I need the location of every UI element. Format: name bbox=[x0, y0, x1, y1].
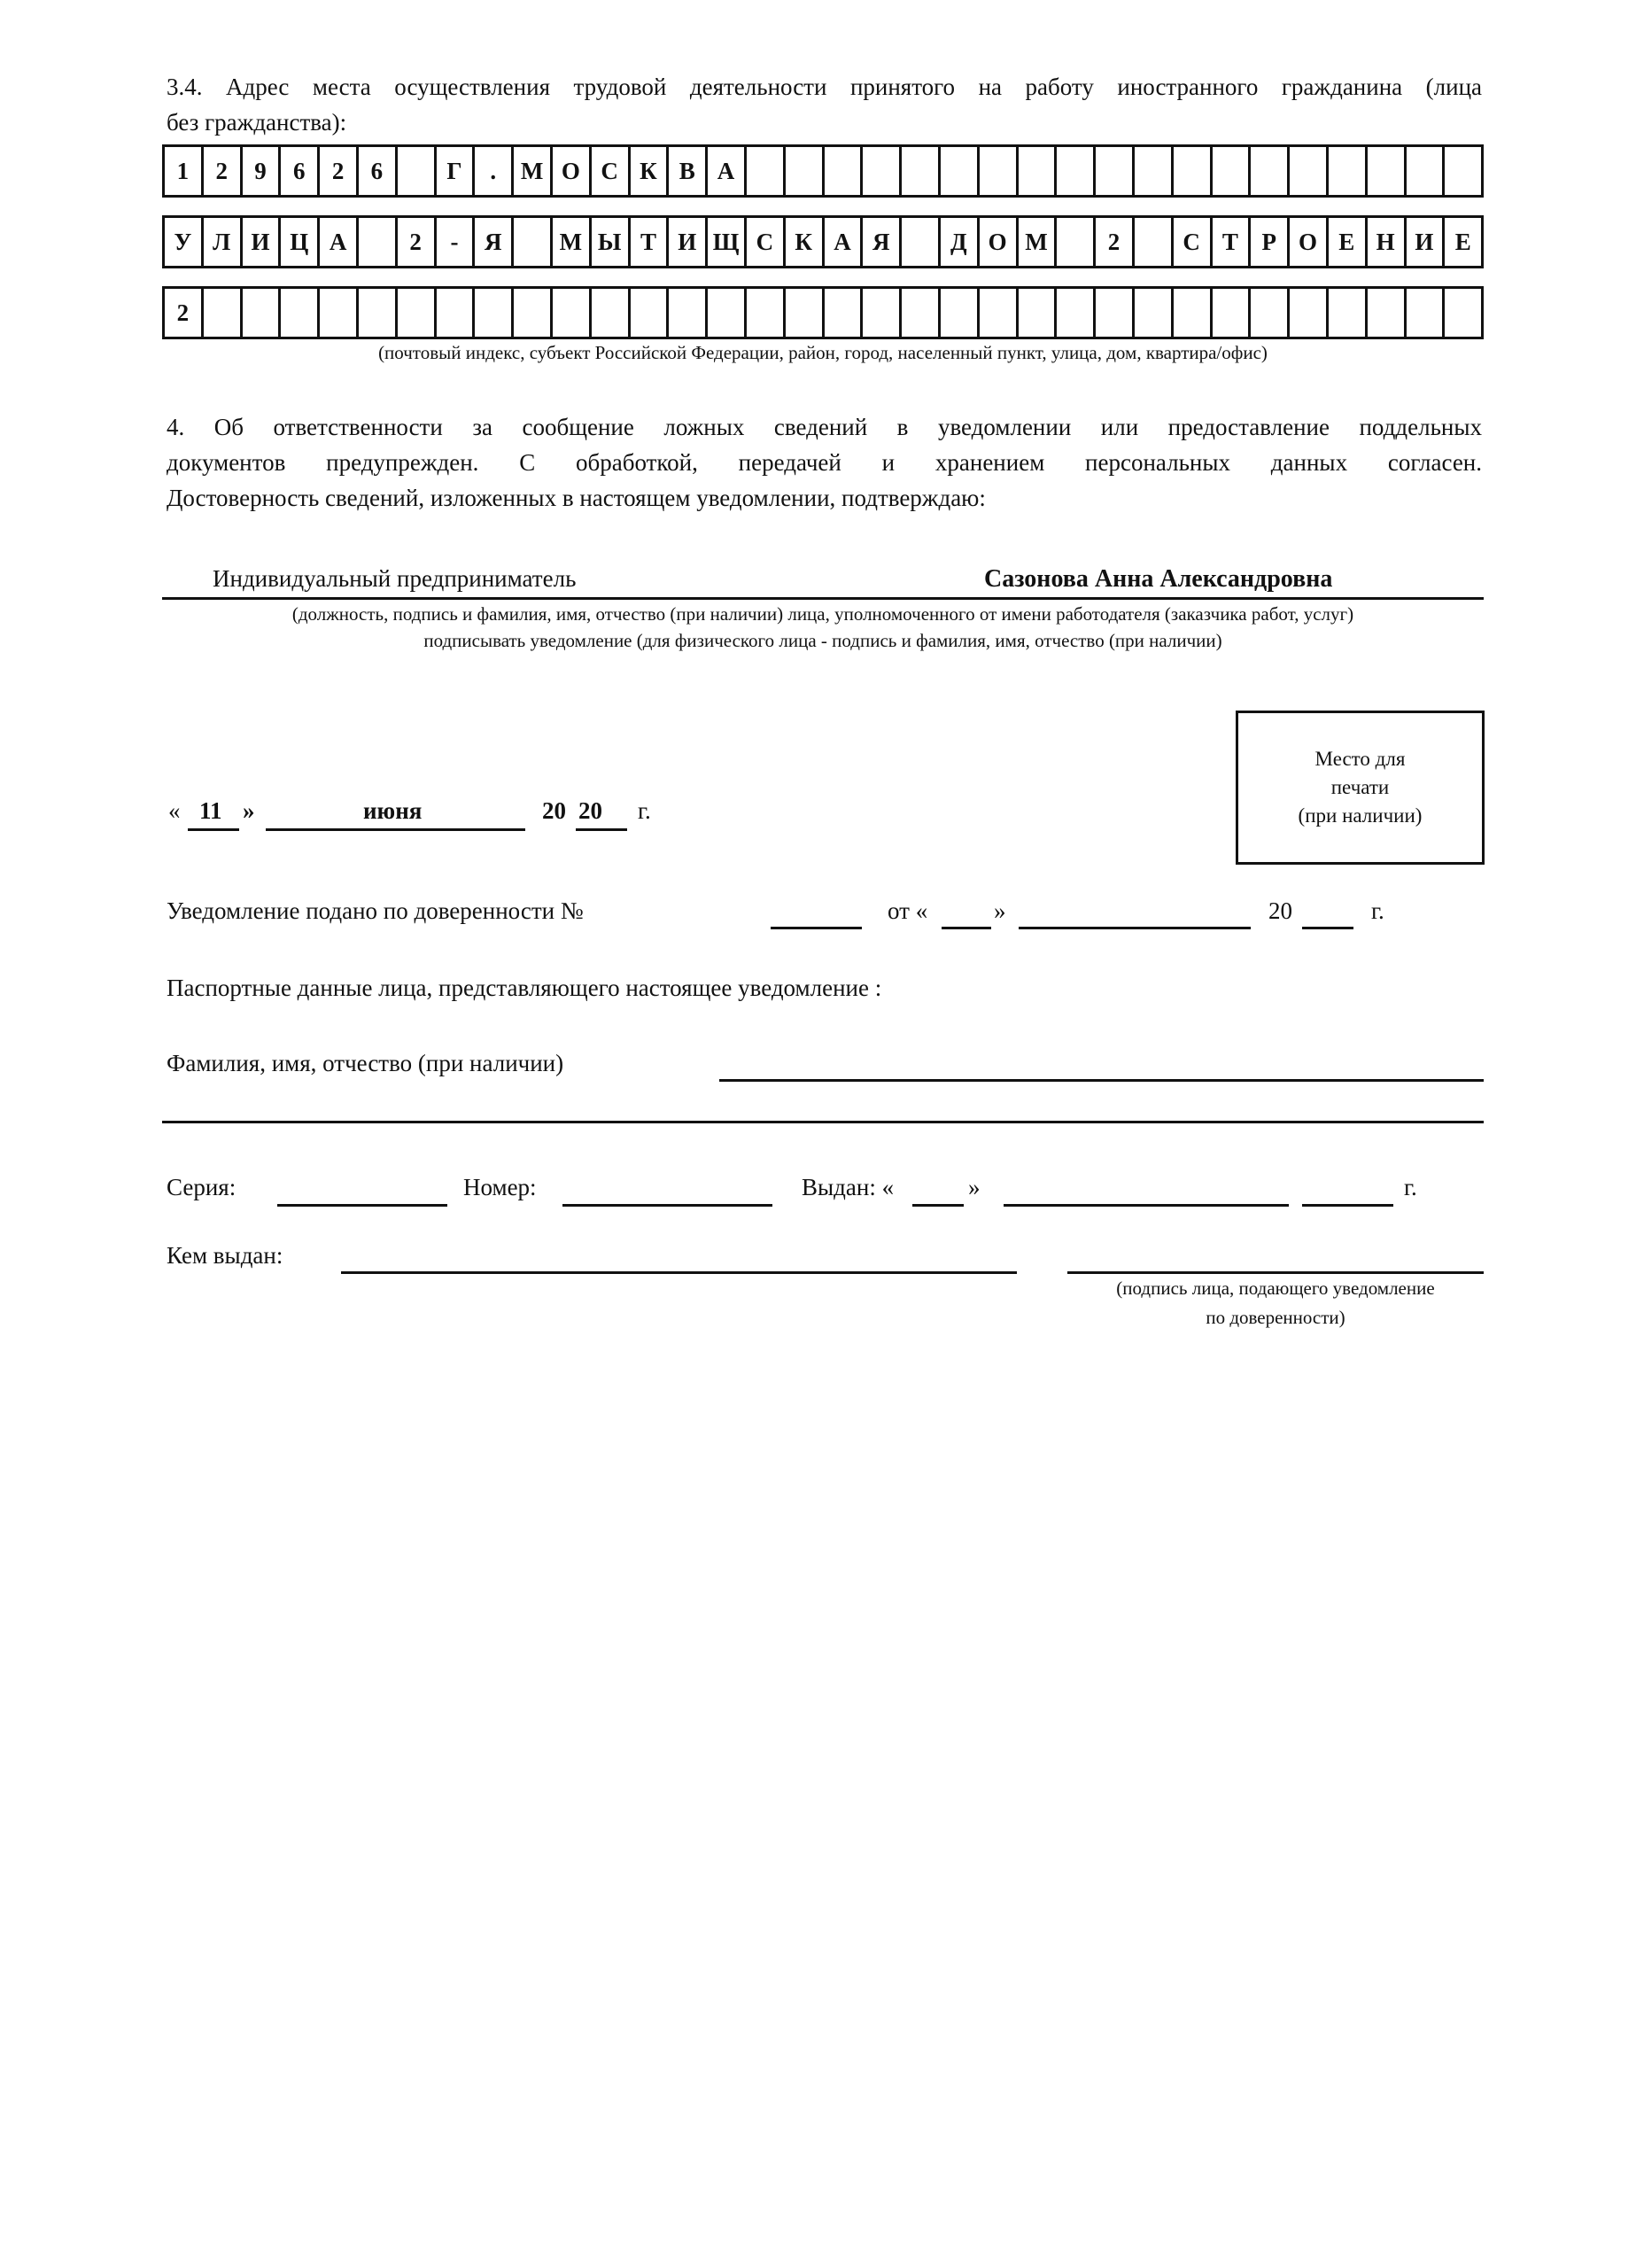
address-cell: О bbox=[553, 147, 592, 195]
proxy-number-line bbox=[771, 927, 862, 929]
address-cell bbox=[747, 147, 786, 195]
address-cell: Е bbox=[1445, 218, 1484, 266]
address-cell bbox=[941, 147, 980, 195]
address-cell bbox=[398, 147, 437, 195]
passport-issued-by-line bbox=[341, 1271, 1017, 1274]
address-cell: И bbox=[243, 218, 282, 266]
address-cell bbox=[1407, 147, 1446, 195]
proxy-suffix: г. bbox=[1371, 897, 1384, 924]
address-cell bbox=[475, 289, 514, 337]
address-cell bbox=[1329, 289, 1368, 337]
address-cell bbox=[204, 289, 243, 337]
address-cell bbox=[1174, 289, 1213, 337]
address-cell: 9 bbox=[243, 147, 282, 195]
address-cell: Т bbox=[631, 218, 670, 266]
address-cell bbox=[553, 289, 592, 337]
address-cell bbox=[631, 289, 670, 337]
address-cell: Р bbox=[1251, 218, 1290, 266]
signatory-line bbox=[162, 597, 1484, 600]
address-cell: 1 bbox=[165, 147, 204, 195]
signatory-caption bbox=[162, 601, 1484, 654]
address-cell: Я bbox=[475, 218, 514, 266]
address-cell bbox=[1445, 289, 1484, 337]
signatory-caption-line2: подписывать уведомление (для физического лица - подпись и фамилия, имя, отчество (при наличии) bbox=[423, 630, 1222, 651]
address-cell: Т bbox=[1213, 218, 1252, 266]
address-cell: 6 bbox=[281, 147, 320, 195]
proxy-from: от « bbox=[888, 897, 928, 924]
address-cell: 6 bbox=[359, 147, 398, 195]
section-3-4-title bbox=[167, 69, 1482, 140]
address-cell bbox=[1290, 147, 1329, 195]
address-cell: У bbox=[165, 218, 204, 266]
address-cell: . bbox=[475, 147, 514, 195]
address-cell: С bbox=[1174, 218, 1213, 266]
address-cell: К bbox=[631, 147, 670, 195]
address-cell: А bbox=[320, 218, 359, 266]
address-cell bbox=[1019, 289, 1058, 337]
address-cell bbox=[514, 218, 553, 266]
address-grid-row-2 bbox=[162, 215, 1484, 268]
address-cell bbox=[786, 289, 825, 337]
passport-series-line bbox=[277, 1204, 447, 1207]
address-cell bbox=[747, 289, 786, 337]
date-open-quote: « bbox=[168, 797, 181, 824]
address-cell bbox=[1135, 147, 1174, 195]
address-cell bbox=[1251, 147, 1290, 195]
address-cell bbox=[1368, 289, 1407, 337]
section-4-line2: документов предупрежден. С обработкой, передачей и хранением персональных данных согласен. bbox=[167, 449, 1482, 476]
signatory-position: Индивидуальный предприниматель bbox=[213, 565, 577, 592]
address-cell bbox=[708, 289, 747, 337]
date-month-line bbox=[266, 828, 525, 831]
date-day-line bbox=[188, 828, 239, 831]
address-cell: К bbox=[786, 218, 825, 266]
section-4-line3: Достоверность сведений, изложенных в настоящем уведомлении, подтверждаю: bbox=[167, 485, 986, 511]
passport-fio-line-2 bbox=[162, 1121, 1484, 1123]
address-cell bbox=[1135, 218, 1174, 266]
address-cell bbox=[592, 289, 631, 337]
address-cell bbox=[359, 218, 398, 266]
address-cell bbox=[281, 289, 320, 337]
address-cell bbox=[1213, 147, 1252, 195]
address-cell bbox=[980, 289, 1019, 337]
date-year: 20 bbox=[578, 797, 602, 824]
date-month: июня bbox=[363, 797, 423, 824]
address-cell: Н bbox=[1368, 218, 1407, 266]
stamp-line3: (при наличии) bbox=[1298, 804, 1423, 827]
stamp-line2: печати bbox=[1330, 776, 1390, 798]
proxy-signature-caption-line2: по доверенности) bbox=[1206, 1307, 1345, 1328]
address-cell: А bbox=[825, 218, 864, 266]
address-cell: М bbox=[1019, 218, 1058, 266]
address-cell: И bbox=[669, 218, 708, 266]
passport-fio-label: Фамилия, имя, отчество (при наличии) bbox=[167, 1050, 564, 1076]
address-cell: И bbox=[1407, 218, 1446, 266]
proxy-month-line bbox=[1019, 927, 1251, 929]
address-cell bbox=[669, 289, 708, 337]
passport-series-label: Серия: bbox=[167, 1174, 237, 1200]
address-cell: Ы bbox=[592, 218, 631, 266]
passport-heading: Паспортные данные лица, представляющего настоящее уведомление : bbox=[167, 975, 882, 1001]
address-cell: В bbox=[669, 147, 708, 195]
stamp-box bbox=[1236, 711, 1485, 865]
section-4-line1: 4. Об ответственности за сообщение ложных сведений в уведомлении или предоставление поддельных bbox=[167, 414, 1482, 440]
address-cell: 2 bbox=[204, 147, 243, 195]
address-cell: 2 bbox=[398, 218, 437, 266]
address-cell bbox=[1407, 289, 1446, 337]
address-cell bbox=[1019, 147, 1058, 195]
proxy-day-line bbox=[942, 927, 991, 929]
address-grid-row-3 bbox=[162, 286, 1484, 339]
date-close-quote: » bbox=[243, 797, 255, 824]
address-cell bbox=[243, 289, 282, 337]
address-cell: Ц bbox=[281, 218, 320, 266]
proxy-close-quote: » bbox=[994, 897, 1006, 924]
address-cell bbox=[514, 289, 553, 337]
address-cell bbox=[825, 147, 864, 195]
address-cell bbox=[1368, 147, 1407, 195]
address-cell bbox=[825, 289, 864, 337]
address-caption: (почтовый индекс, субъект Российской Федерации, район, город, населенный пункт, улица, дом, квартира/офис) bbox=[378, 342, 1268, 363]
address-cell bbox=[1057, 218, 1096, 266]
stamp-line1: Место для bbox=[1314, 748, 1406, 770]
passport-issued-by-label: Кем выдан: bbox=[167, 1242, 283, 1269]
address-cell: Г bbox=[437, 147, 476, 195]
address-cell: О bbox=[1290, 218, 1329, 266]
address-cell: С bbox=[747, 218, 786, 266]
proxy-signature-caption-line1: (подпись лица, подающего уведомление bbox=[1116, 1278, 1435, 1299]
address-grid-row-1 bbox=[162, 144, 1484, 198]
address-cell bbox=[902, 218, 941, 266]
address-cell bbox=[786, 147, 825, 195]
address-cell: - bbox=[437, 218, 476, 266]
address-cell bbox=[1251, 289, 1290, 337]
address-cell bbox=[1096, 289, 1135, 337]
address-cell: Д bbox=[941, 218, 980, 266]
address-cell bbox=[902, 147, 941, 195]
address-cell bbox=[1329, 147, 1368, 195]
passport-number-line bbox=[562, 1204, 772, 1207]
address-cell: А bbox=[708, 147, 747, 195]
address-cell bbox=[980, 147, 1019, 195]
address-cell: Л bbox=[204, 218, 243, 266]
address-cell bbox=[1096, 147, 1135, 195]
proxy-year-line bbox=[1302, 927, 1353, 929]
passport-fio-line bbox=[719, 1079, 1484, 1082]
passport-number-label: Номер: bbox=[463, 1174, 537, 1200]
signatory-caption-line1: (должность, подпись и фамилия, имя, отчество (при наличии) лица, уполномоченного от имени работодателя (заказчика работ, услуг) bbox=[291, 603, 1354, 625]
address-cell bbox=[1174, 147, 1213, 195]
date-day: 11 bbox=[199, 797, 222, 824]
address-cell bbox=[941, 289, 980, 337]
address-cell bbox=[863, 289, 902, 337]
passport-issued-close: » bbox=[968, 1174, 981, 1200]
address-cell: Я bbox=[863, 218, 902, 266]
passport-issued-label: Выдан: « bbox=[802, 1174, 895, 1200]
address-cell bbox=[863, 147, 902, 195]
address-cell: Е bbox=[1329, 218, 1368, 266]
address-cell bbox=[320, 289, 359, 337]
address-cell: 2 bbox=[165, 289, 204, 337]
passport-issued-month-line bbox=[1004, 1204, 1289, 1207]
address-cell bbox=[1057, 289, 1096, 337]
address-cell bbox=[902, 289, 941, 337]
date-suffix: г. bbox=[638, 797, 651, 824]
address-cell bbox=[1213, 289, 1252, 337]
proxy-label: Уведомление подано по доверенности № bbox=[167, 897, 584, 924]
address-cell bbox=[437, 289, 476, 337]
address-cell bbox=[359, 289, 398, 337]
address-cell bbox=[1057, 147, 1096, 195]
address-cell: 2 bbox=[1096, 218, 1135, 266]
address-cell bbox=[398, 289, 437, 337]
proxy-signature-caption bbox=[1067, 1274, 1484, 1332]
address-cell bbox=[1290, 289, 1329, 337]
address-cell bbox=[1135, 289, 1174, 337]
section-4-statement bbox=[167, 409, 1482, 516]
date-year-line bbox=[576, 828, 627, 831]
address-cell: М bbox=[553, 218, 592, 266]
address-cell: О bbox=[980, 218, 1019, 266]
address-cell: Щ bbox=[708, 218, 747, 266]
address-cell bbox=[1445, 147, 1484, 195]
date-century: 20 bbox=[542, 797, 566, 824]
address-cell: 2 bbox=[320, 147, 359, 195]
section-3-4-title-line1: 3.4. Адрес места осуществления трудовой деятельности принятого на работу иностранного гражданина (лица bbox=[167, 74, 1482, 100]
address-cell: С bbox=[592, 147, 631, 195]
section-3-4-title-line2: без гражданства): bbox=[167, 109, 347, 136]
passport-issued-year-line bbox=[1302, 1204, 1393, 1207]
signatory-name: Сазонова Анна Александровна bbox=[984, 565, 1333, 593]
passport-issued-day-line bbox=[912, 1204, 964, 1207]
passport-year-suffix: г. bbox=[1404, 1174, 1417, 1200]
address-cell: М bbox=[514, 147, 553, 195]
proxy-century: 20 bbox=[1268, 897, 1292, 924]
